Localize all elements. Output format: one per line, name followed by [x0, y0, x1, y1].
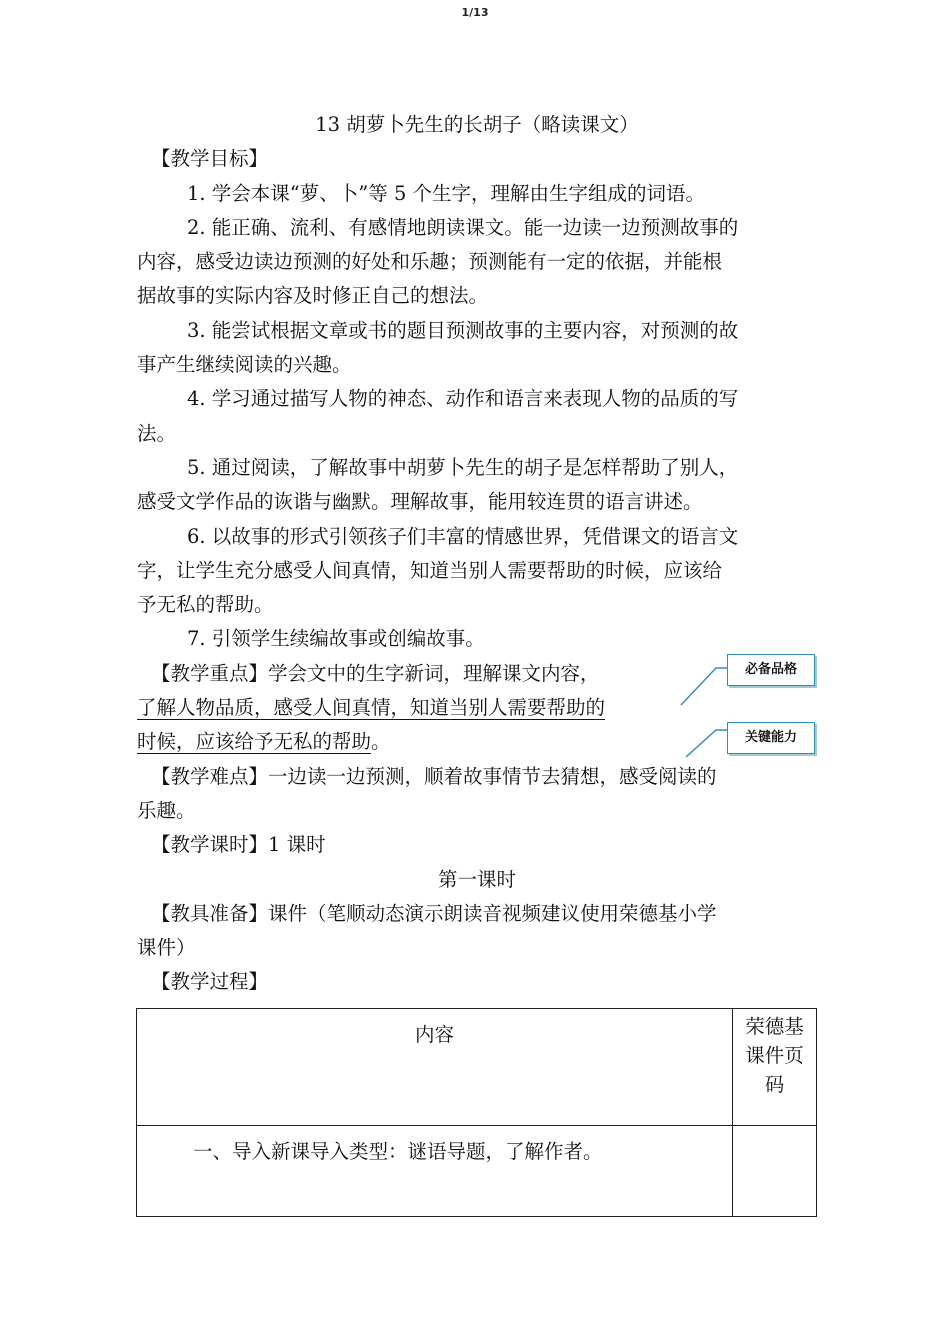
objective-line: 2. 能正确、流利、有感情地朗读课文。能一边读一边预测故事的 [187, 215, 739, 239]
process-heading: 【教学过程】 [151, 970, 269, 994]
key-points-underlined: 时候，应该给予无私的帮助 [137, 730, 372, 754]
objective-line: 3. 能尝试根据文章或书的题目预测故事的主要内容，对预测的故 [187, 318, 739, 342]
key-points-line: 了解人物品质，感受人间真情，知道当别人需要帮助的 [137, 696, 606, 720]
table-header-row [137, 1009, 817, 1126]
header-side-cell [733, 1009, 817, 1126]
objective-line: 6. 以故事的形式引领孩子们丰富的情感世界，凭借课文的语言文 [187, 524, 739, 548]
objective-line: 予无私的帮助。 [137, 593, 274, 617]
header-side-line: 课件页 [745, 1044, 804, 1067]
row-side-cell [733, 1126, 817, 1217]
session-title: 第一课时 [437, 867, 516, 891]
key-points-line: 【教学重点】学会文中的生字新词，理解课文内容， [151, 661, 600, 685]
key-points-line [137, 725, 817, 759]
objective-line: 内容，感受边读边预测的好处和乐趣；预测能有一定的依据，并能根 [137, 250, 723, 274]
difficulties-line: 乐趣。 [137, 798, 196, 822]
difficulties-line: 【教学难点】一边读一边预测，顺着故事情节去猜想，感受阅读的 [151, 764, 717, 788]
header-side-line: 荣德基 [745, 1015, 804, 1038]
required-character-tag: 必备品格 [727, 654, 815, 686]
header-side-line: 码 [764, 1073, 785, 1096]
objective-line: 字，让学生充分感受人间真情，知道当别人需要帮助的时候，应该给 [137, 558, 723, 582]
row-content-cell: 一、导入新课导入类型：谜语导题，了解作者。 [137, 1126, 733, 1217]
page-number: 1/13 [461, 6, 489, 19]
table-row [137, 1126, 817, 1217]
class-hours: 【教学课时】1 课时 [151, 833, 326, 857]
objective-line: 1. 学会本课“萝、卜”等 5 个生字，理解由生字组成的词语。 [187, 181, 706, 205]
objective-line: 7. 引领学生续编故事或创编故事。 [187, 627, 485, 651]
objective-line: 法。 [137, 421, 177, 445]
objective-line: 据故事的实际内容及时修正自己的想法。 [137, 284, 489, 308]
objective-line: 感受文学作品的诙谐与幽默。理解故事，能用较连贯的语言讲述。 [137, 490, 703, 514]
document-title: 13 胡萝卜先生的长胡子（略读课文） [315, 113, 639, 136]
header-content-cell: 内容 [137, 1009, 733, 1126]
key-points-period: 。 [371, 730, 391, 754]
document-body [137, 108, 817, 1000]
key-ability-tag: 关键能力 [727, 722, 815, 754]
objective-line: 5. 通过阅读，了解故事中胡萝卜先生的胡子是怎样帮助了别人， [187, 455, 739, 479]
objective-line: 4. 学习通过描写人物的神态、动作和语言来表现人物的品质的写 [187, 387, 739, 411]
process-table [136, 1008, 817, 1217]
materials-line: 课件） [137, 936, 196, 960]
objectives-heading: 【教学目标】 [151, 147, 269, 171]
objective-line: 事产生继续阅读的兴趣。 [137, 353, 352, 377]
materials-line: 【教具准备】课件（笔顺动态演示朗读音视频建议使用荣德基小学 [151, 901, 717, 925]
